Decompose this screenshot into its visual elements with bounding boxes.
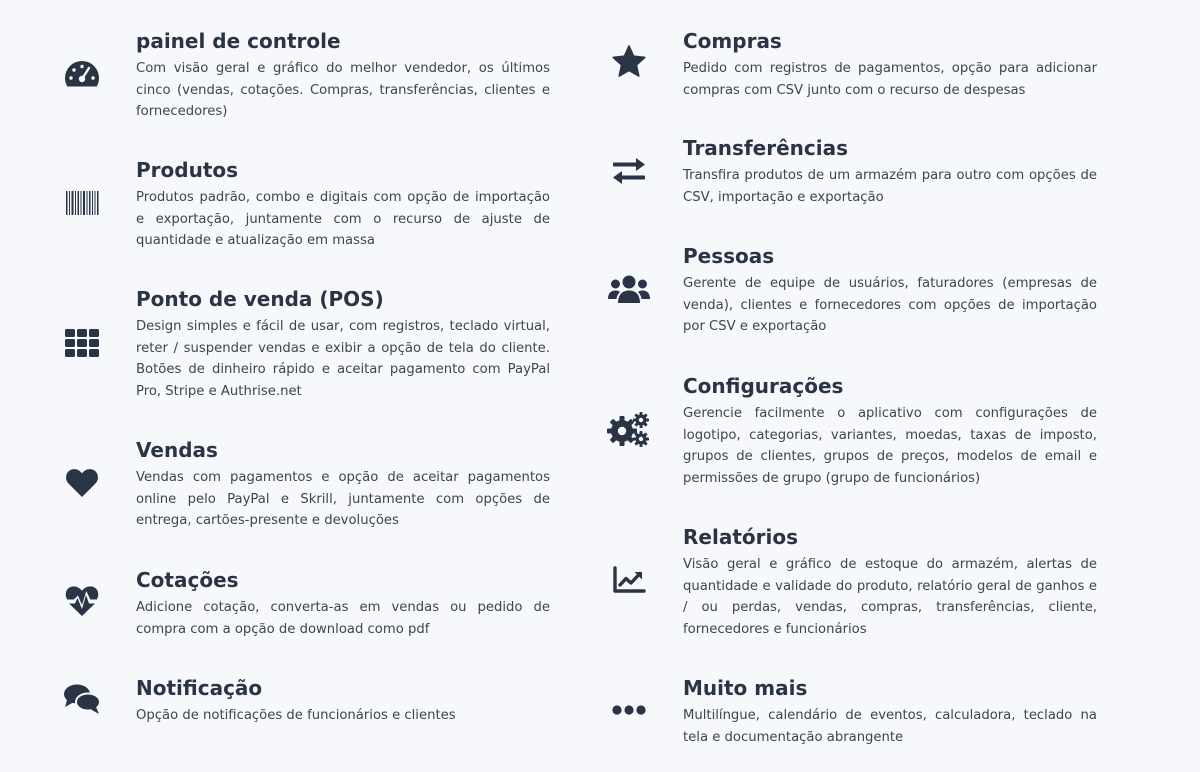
feature-title: Muito mais (683, 676, 808, 700)
feature-title: Ponto de venda (POS) (136, 287, 384, 311)
gauge-icon (60, 52, 104, 96)
feature-description: Produtos padrão, combo e digitais com opção de importação e exportação, juntamente com o recurso de ajuste de quantidade e atualização em massa (136, 190, 550, 249)
feature-description: Transfira produtos de um armazém para outro com opções de CSV, importação e exportação (683, 168, 1097, 205)
feature-title: painel de controle (136, 29, 341, 53)
feature-description: Multilíngue, calendário de eventos, calculadora, teclado na tela e documentação abrangente (683, 708, 1097, 745)
feature-title: Pessoas (683, 244, 775, 268)
barcode-icon (60, 181, 104, 225)
feature-title: Vendas (136, 438, 218, 462)
feature-title: Notificação (136, 676, 263, 700)
feature-description: Adicione cotação, converta-as em vendas ou pedido de compra com a opção de download como pdf (136, 600, 550, 637)
feature-description: Gerente de equipe de usuários, faturadores (empresas de venda), clientes e fornecedores com opções de importação por CSV e exportação (683, 276, 1097, 335)
feature-description: Pedido com registros de pagamentos, opção para adicionar compras com CSV junto com o recurso de despesas (683, 61, 1097, 98)
heart-icon (60, 461, 104, 505)
feature-title: Produtos (136, 158, 239, 182)
feature-description: Opção de notificações de funcionários e clientes (136, 708, 456, 723)
grid-icon (60, 321, 104, 365)
feature-description: Vendas com pagamentos e opção de aceitar pagamentos online pelo PayPal e Skrill, juntamente com opções de entrega, cartões-presente e devoluções (136, 470, 550, 529)
feature-title: Cotações (136, 568, 239, 592)
feature-title: Relatórios (683, 525, 798, 549)
feature-description: Visão geral e gráfico de estoque do armazém, alertas de quantidade e validade do produto, relatório geral de ganhos e / ou perdas, vendas, compras, transferências, cliente, fornecedores e funcionários (683, 557, 1097, 637)
gears-icon (607, 407, 651, 451)
users-icon (607, 267, 651, 311)
star-icon (607, 40, 651, 84)
feature-title: Transferências (683, 136, 848, 160)
feature-description: Gerencie facilmente o aplicativo com configurações de logotipo, categorias, variantes, moedas, taxas de imposto, grupos de clientes, grupos de preços, modelos de email e permissões de grupo (grupo de funcionários) (683, 406, 1097, 486)
feature-description: Design simples e fácil de usar, com registros, teclado virtual, reter / suspender vendas e exibir a opção de tela do cliente. Botões de dinheiro rápido e aceitar pagamento com PayPal Pro, Stripe e Authrise.net (136, 319, 550, 399)
feature-description: Com visão geral e gráfico do melhor vendedor, os últimos cinco (vendas, cotações. Compras, transferências, clientes e fornecedores) (136, 61, 550, 120)
feature-title: Compras (683, 29, 782, 53)
heartbeat-icon (60, 579, 104, 623)
chat-bubbles-icon (60, 677, 104, 721)
exchange-arrows-icon (607, 149, 651, 193)
ellipsis-icon (607, 688, 651, 732)
feature-title: Configurações (683, 374, 844, 398)
line-chart-icon (607, 558, 651, 602)
